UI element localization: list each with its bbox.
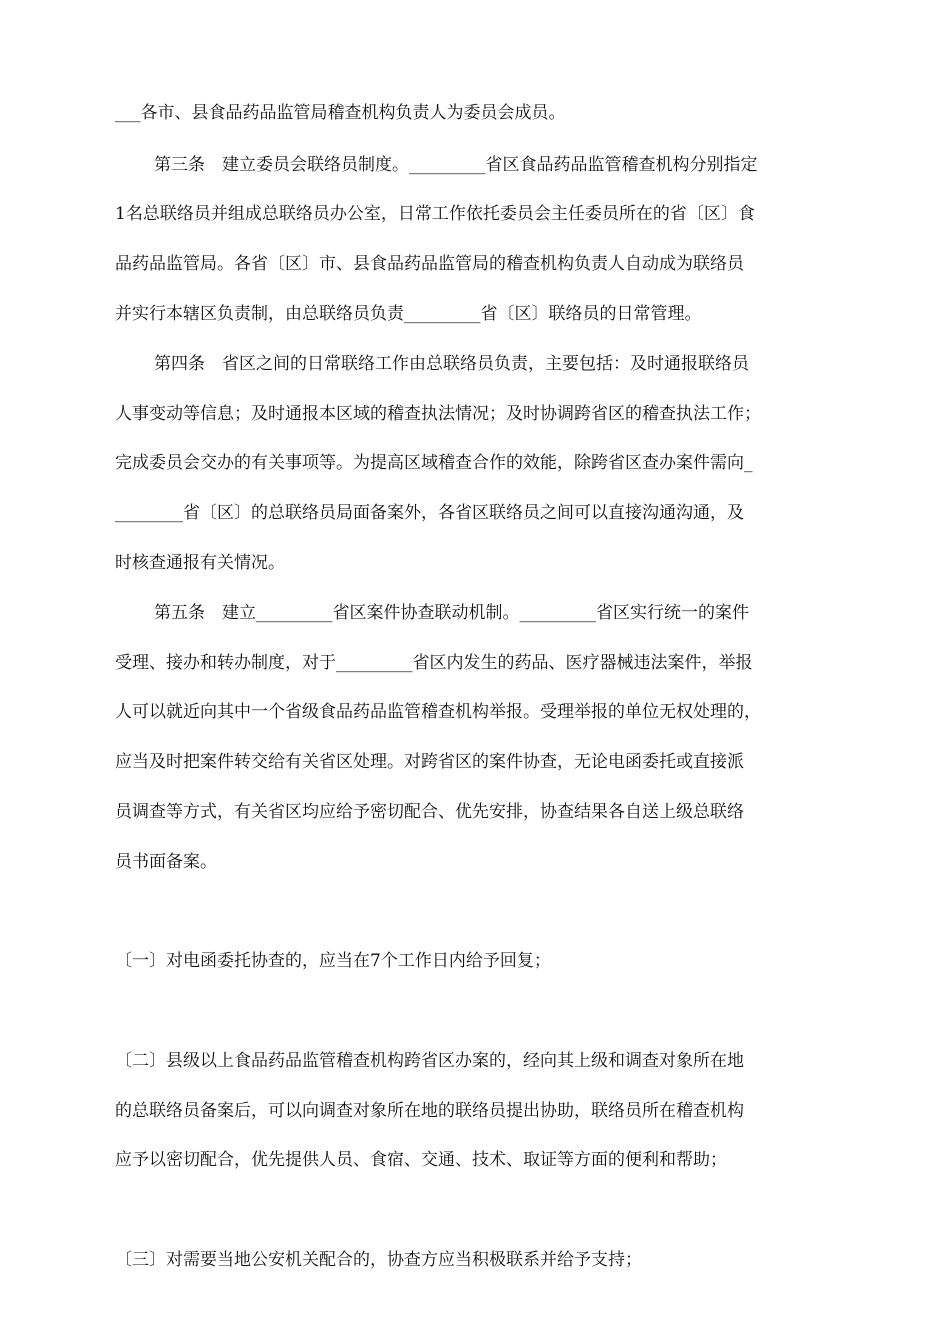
text-line: 受理、接办和转办制度，对于_________省区内发生的药品、医疗器械违法案件，举报 [115,653,753,673]
text-line: 完成委员会交办的有关事项等。为提高区域稽查合作的效能，除跨省区查办案件需向_ [115,453,753,473]
article-3-heading-line: 第三条 建立委员会联络员制度。_________省区食品药品监管稽查机构分别指定 [154,155,758,175]
article-4-heading-line: 第四条 省区之间的日常联络工作由总联络员负责，主要包括：及时通报联络员 [154,354,749,374]
text-line: 人事变动等信息；及时通报本区域的稽查执法情况；及时协调跨省区的稽查执法工作； [115,404,761,424]
article-5-heading-line: 第五条 建立_________省区案件协查联动机制。_________省区实行统一的案件 [154,603,749,623]
text-line: ___各市、县食品药品监管局稽查机构负责人为委员会成员。 [115,103,566,123]
text-line: 人可以就近向其中一个省级食品药品监管稽查机构举报。受理举报的单位无权处理的， [115,702,761,722]
text-line: 员调查等方式，有关省区均应给予密切配合、优先安排，协查结果各自送上级总联络 [115,802,744,822]
list-item-3: 〔三〕对需要当地公安机关配合的，协查方应当积极联系并给予支持； [115,1250,642,1270]
text-line: 品药品监管局。各省〔区〕市、县食品药品监管局的稽查机构负责人自动成为联络员 [115,254,744,274]
list-item-1: 〔一〕对电函委托协查的，应当在7个工作日内给予回复； [115,951,551,971]
text-line: 员书面备案。 [115,852,217,872]
text-line: 时核查通报有关情况。 [115,553,285,573]
text-line: 1名总联络员并组成总联络员办公室，日常工作依托委员会主任委员所在的省〔区〕食 [115,204,755,224]
text-line: 应当及时把案件转交给有关省区处理。对跨省区的案件协查，无论电函委托或直接派 [115,752,744,772]
text-line: ________省〔区〕的总联络员局面备案外，各省区联络员之间可以直接沟通沟通，及 [115,503,744,523]
text-line: 的总联络员备案后，可以向调查对象所在地的联络员提出协助，联络员所在稽查机构 [115,1101,744,1121]
text-line: 并实行本辖区负责制，由总联络员负责_________省〔区〕联络员的日常管理。 [115,304,702,324]
text-line: 应予以密切配合，优先提供人员、食宿、交通、技术、取证等方面的便利和帮助； [115,1150,727,1170]
list-item-2: 〔二〕县级以上食品药品监管稽查机构跨省区办案的，经向其上级和调查对象所在地 [115,1051,744,1071]
